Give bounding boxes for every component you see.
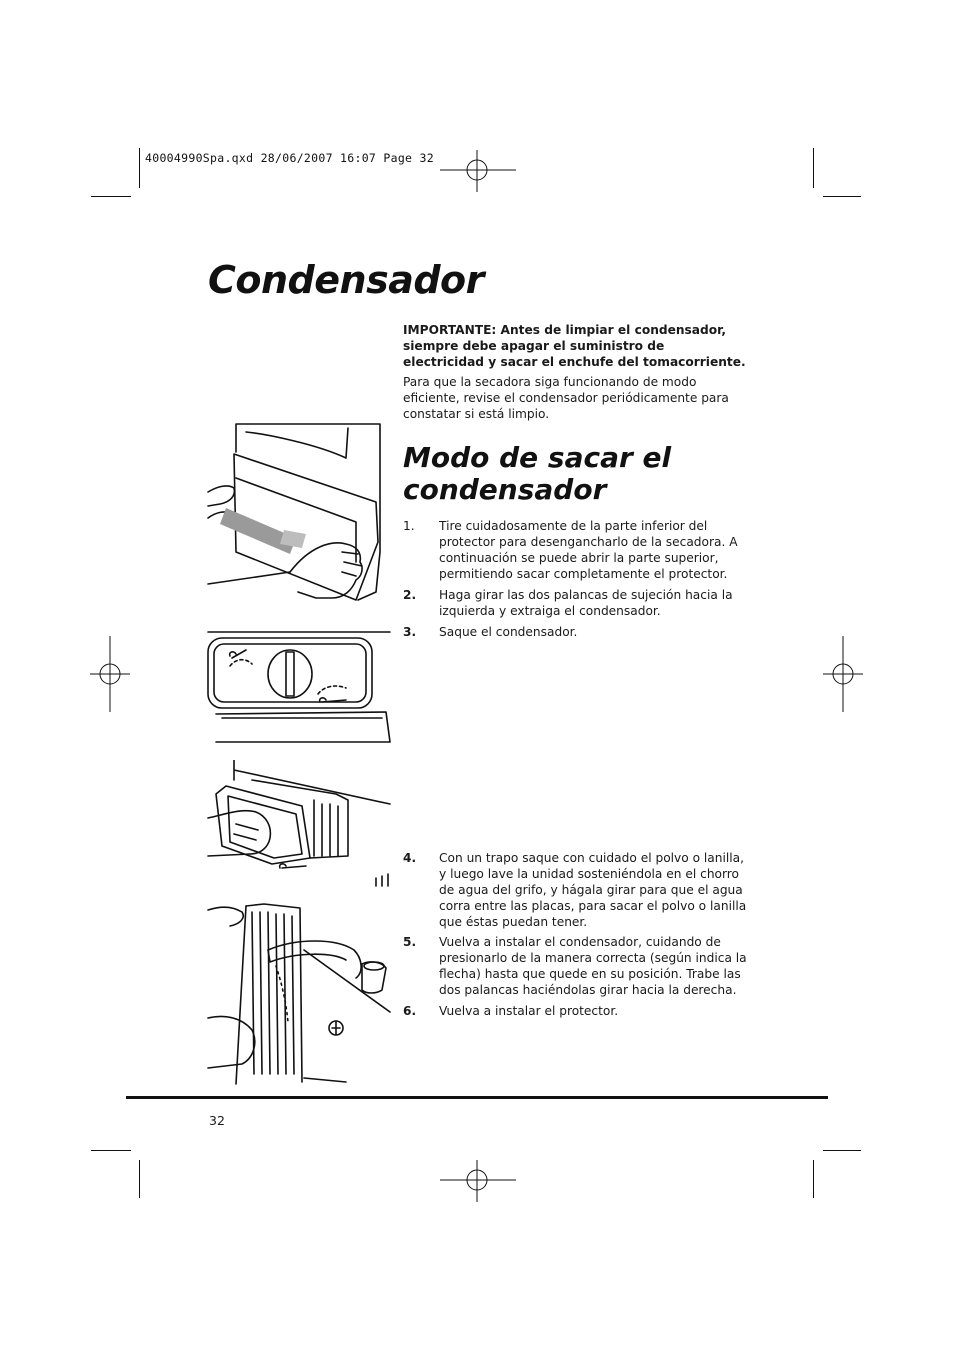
step-text: Haga girar las dos palancas de sujeción hacia la izquierda y extraiga el condensador. xyxy=(439,588,733,618)
crop-mark-top-right-v xyxy=(813,148,814,188)
protector-removal-illustration xyxy=(206,422,392,608)
page-title: Condensador xyxy=(208,258,484,302)
condenser-rinse-illustration xyxy=(206,902,392,1086)
step-number: 4. xyxy=(403,851,417,865)
step-text: Tire cuidadosamente de la parte inferior del protector para desengancharlo de la secadora. A continuación se puede abrir la parte superior, permitiendo sacar completamente el protector. xyxy=(439,519,738,581)
registration-mark-top xyxy=(440,150,516,192)
crop-mark-bottom-right-v xyxy=(813,1160,814,1198)
step-4 xyxy=(403,850,748,930)
step-text: Vuelva a instalar el condensador, cuidando de presionarlo de la manera correcta (según indica la flecha) hasta que quede en su posición. Trabe las dos palancas haciéndolas girar hacia la derecha. xyxy=(439,935,747,997)
crop-mark-top-left-v xyxy=(139,148,140,188)
registration-mark-bottom xyxy=(440,1160,516,1202)
step-number: 5. xyxy=(403,935,417,949)
step-1 xyxy=(403,518,748,582)
crop-mark-bottom-left-h xyxy=(91,1150,131,1151)
section-heading: Modo de sacar el condensador xyxy=(403,441,672,506)
print-slug: 40004990Spa.qxd 28/06/2007 16:07 Page 32 xyxy=(145,151,434,165)
crop-mark-bottom-left-v xyxy=(139,1160,140,1198)
step-2 xyxy=(403,587,748,619)
condenser-extraction-illustration xyxy=(206,760,392,888)
step-5 xyxy=(403,934,748,998)
step-number: 1. xyxy=(403,519,415,533)
page-number: 32 xyxy=(209,1113,225,1128)
registration-mark-left xyxy=(90,636,130,712)
important-notice: IMPORTANTE: Antes de limpiar el condensador, siempre debe apagar el suministro de electricidad y sacar el enchufe del tomacorriente. xyxy=(403,323,746,369)
condenser-levers-illustration xyxy=(206,628,392,746)
footer-rule xyxy=(126,1096,828,1099)
step-number: 3. xyxy=(403,625,417,639)
step-6 xyxy=(403,1003,748,1019)
step-text: Saque el condensador. xyxy=(439,625,578,639)
step-3 xyxy=(403,624,748,640)
registration-mark-right xyxy=(823,636,863,712)
step-text: Vuelva a instalar el protector. xyxy=(439,1004,619,1018)
crop-mark-bottom-right-h xyxy=(823,1150,861,1151)
step-number: 6. xyxy=(403,1004,417,1018)
step-number: 2. xyxy=(403,588,417,602)
intro-paragraph: Para que la secadora siga funcionando de modo eficiente, revise el condensador periódicamente para constatar si está limpio. xyxy=(403,375,729,421)
crop-mark-top-right-h xyxy=(823,196,861,197)
step-text: Con un trapo saque con cuidado el polvo o lanilla, y luego lave la unidad sosteniéndola en el chorro de agua del grifo, y hágala girar para que el agua corra entre las placas, para sacar el polvo o lanilla que éstas puedan tener. xyxy=(439,851,747,929)
crop-mark-top-left-h xyxy=(91,196,131,197)
